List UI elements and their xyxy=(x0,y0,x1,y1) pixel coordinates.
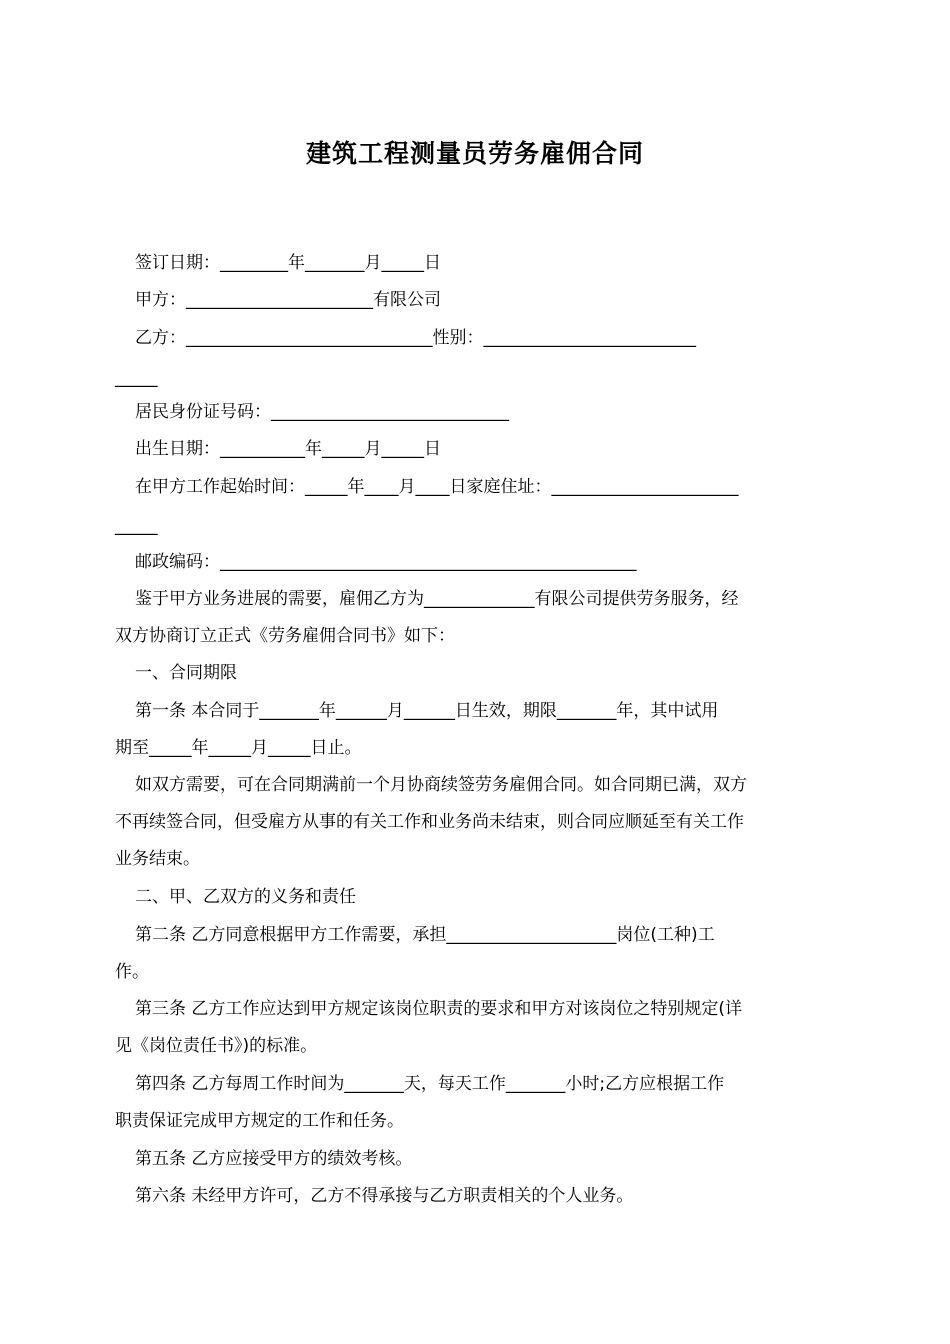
article-4-line: 第四条 乙方每周工作时间为_______天，每天工作_______小时;乙方应根据工作 xyxy=(135,1074,725,1094)
party-b-line: 乙方：_____________________________性别：_________________________ xyxy=(135,328,696,348)
section-2-heading: 二、甲、乙双方的义务和责任 xyxy=(135,887,356,907)
article-3-line: 第三条 乙方工作应达到甲方规定该岗位职责的要求和甲方对该岗位之特别规定(详 xyxy=(135,999,743,1019)
article-1-line-continued: 期至_____年_____月_____日止。 xyxy=(115,738,362,758)
article-4-line-continued: 职责保证完成甲方规定的工作和任务。 xyxy=(115,1111,404,1131)
document-title: 建筑工程测量员劳务雇佣合同 xyxy=(305,139,644,168)
renewal-paragraph-line-3: 业务结束。 xyxy=(115,849,200,869)
article-2-line: 第二条 乙方同意根据甲方工作需要，承担____________________岗位(工种)工 xyxy=(135,925,715,945)
article-6-line: 第六条 未经甲方许可，乙方不得承接与乙方职责相关的个人业务。 xyxy=(135,1186,634,1206)
article-1-line: 第一条 本合同于_______年______月______日生效，期限_______年，其中试用 xyxy=(135,701,719,721)
start-date-address-line: 在甲方工作起始时间：_____年____月____日家庭住址：______________________ xyxy=(135,477,739,497)
article-5-line: 第五条 乙方应接受甲方的绩效考核。 xyxy=(135,1149,413,1169)
preamble-line: 鉴于甲方业务进展的需要，雇佣乙方为_____________有限公司提供劳务服务，经 xyxy=(135,589,739,609)
address-line-continued: _____ xyxy=(115,516,158,536)
renewal-paragraph-line-1: 如双方需要，可在合同期满前一个月协商续签劳务雇佣合同。如合同期已满，双方 xyxy=(135,775,747,795)
party-a-line: 甲方：______________________有限公司 xyxy=(135,290,441,310)
renewal-paragraph-line-2: 不再续签合同，但受雇方从事的有关工作和业务尚未结束，则合同应顺延至有关工作 xyxy=(115,812,744,832)
preamble-line-continued: 双方协商订立正式《劳务雇佣合同书》如下： xyxy=(115,626,455,646)
birth-date-line: 出生日期：__________年_____月_____日 xyxy=(135,439,441,459)
party-b-line-continued: _____ xyxy=(115,368,158,388)
section-1-heading: 一、合同期限 xyxy=(135,663,237,683)
signing-date-line: 签订日期：________年_______月_____日 xyxy=(135,253,441,273)
article-2-line-continued: 作。 xyxy=(115,962,149,982)
article-3-line-continued: 见《岗位责任书》)的标准。 xyxy=(115,1036,318,1056)
postal-code-line: 邮政编码：_________________________________________________ xyxy=(135,552,637,572)
id-number-line: 居民身份证号码：____________________________ xyxy=(135,402,509,422)
